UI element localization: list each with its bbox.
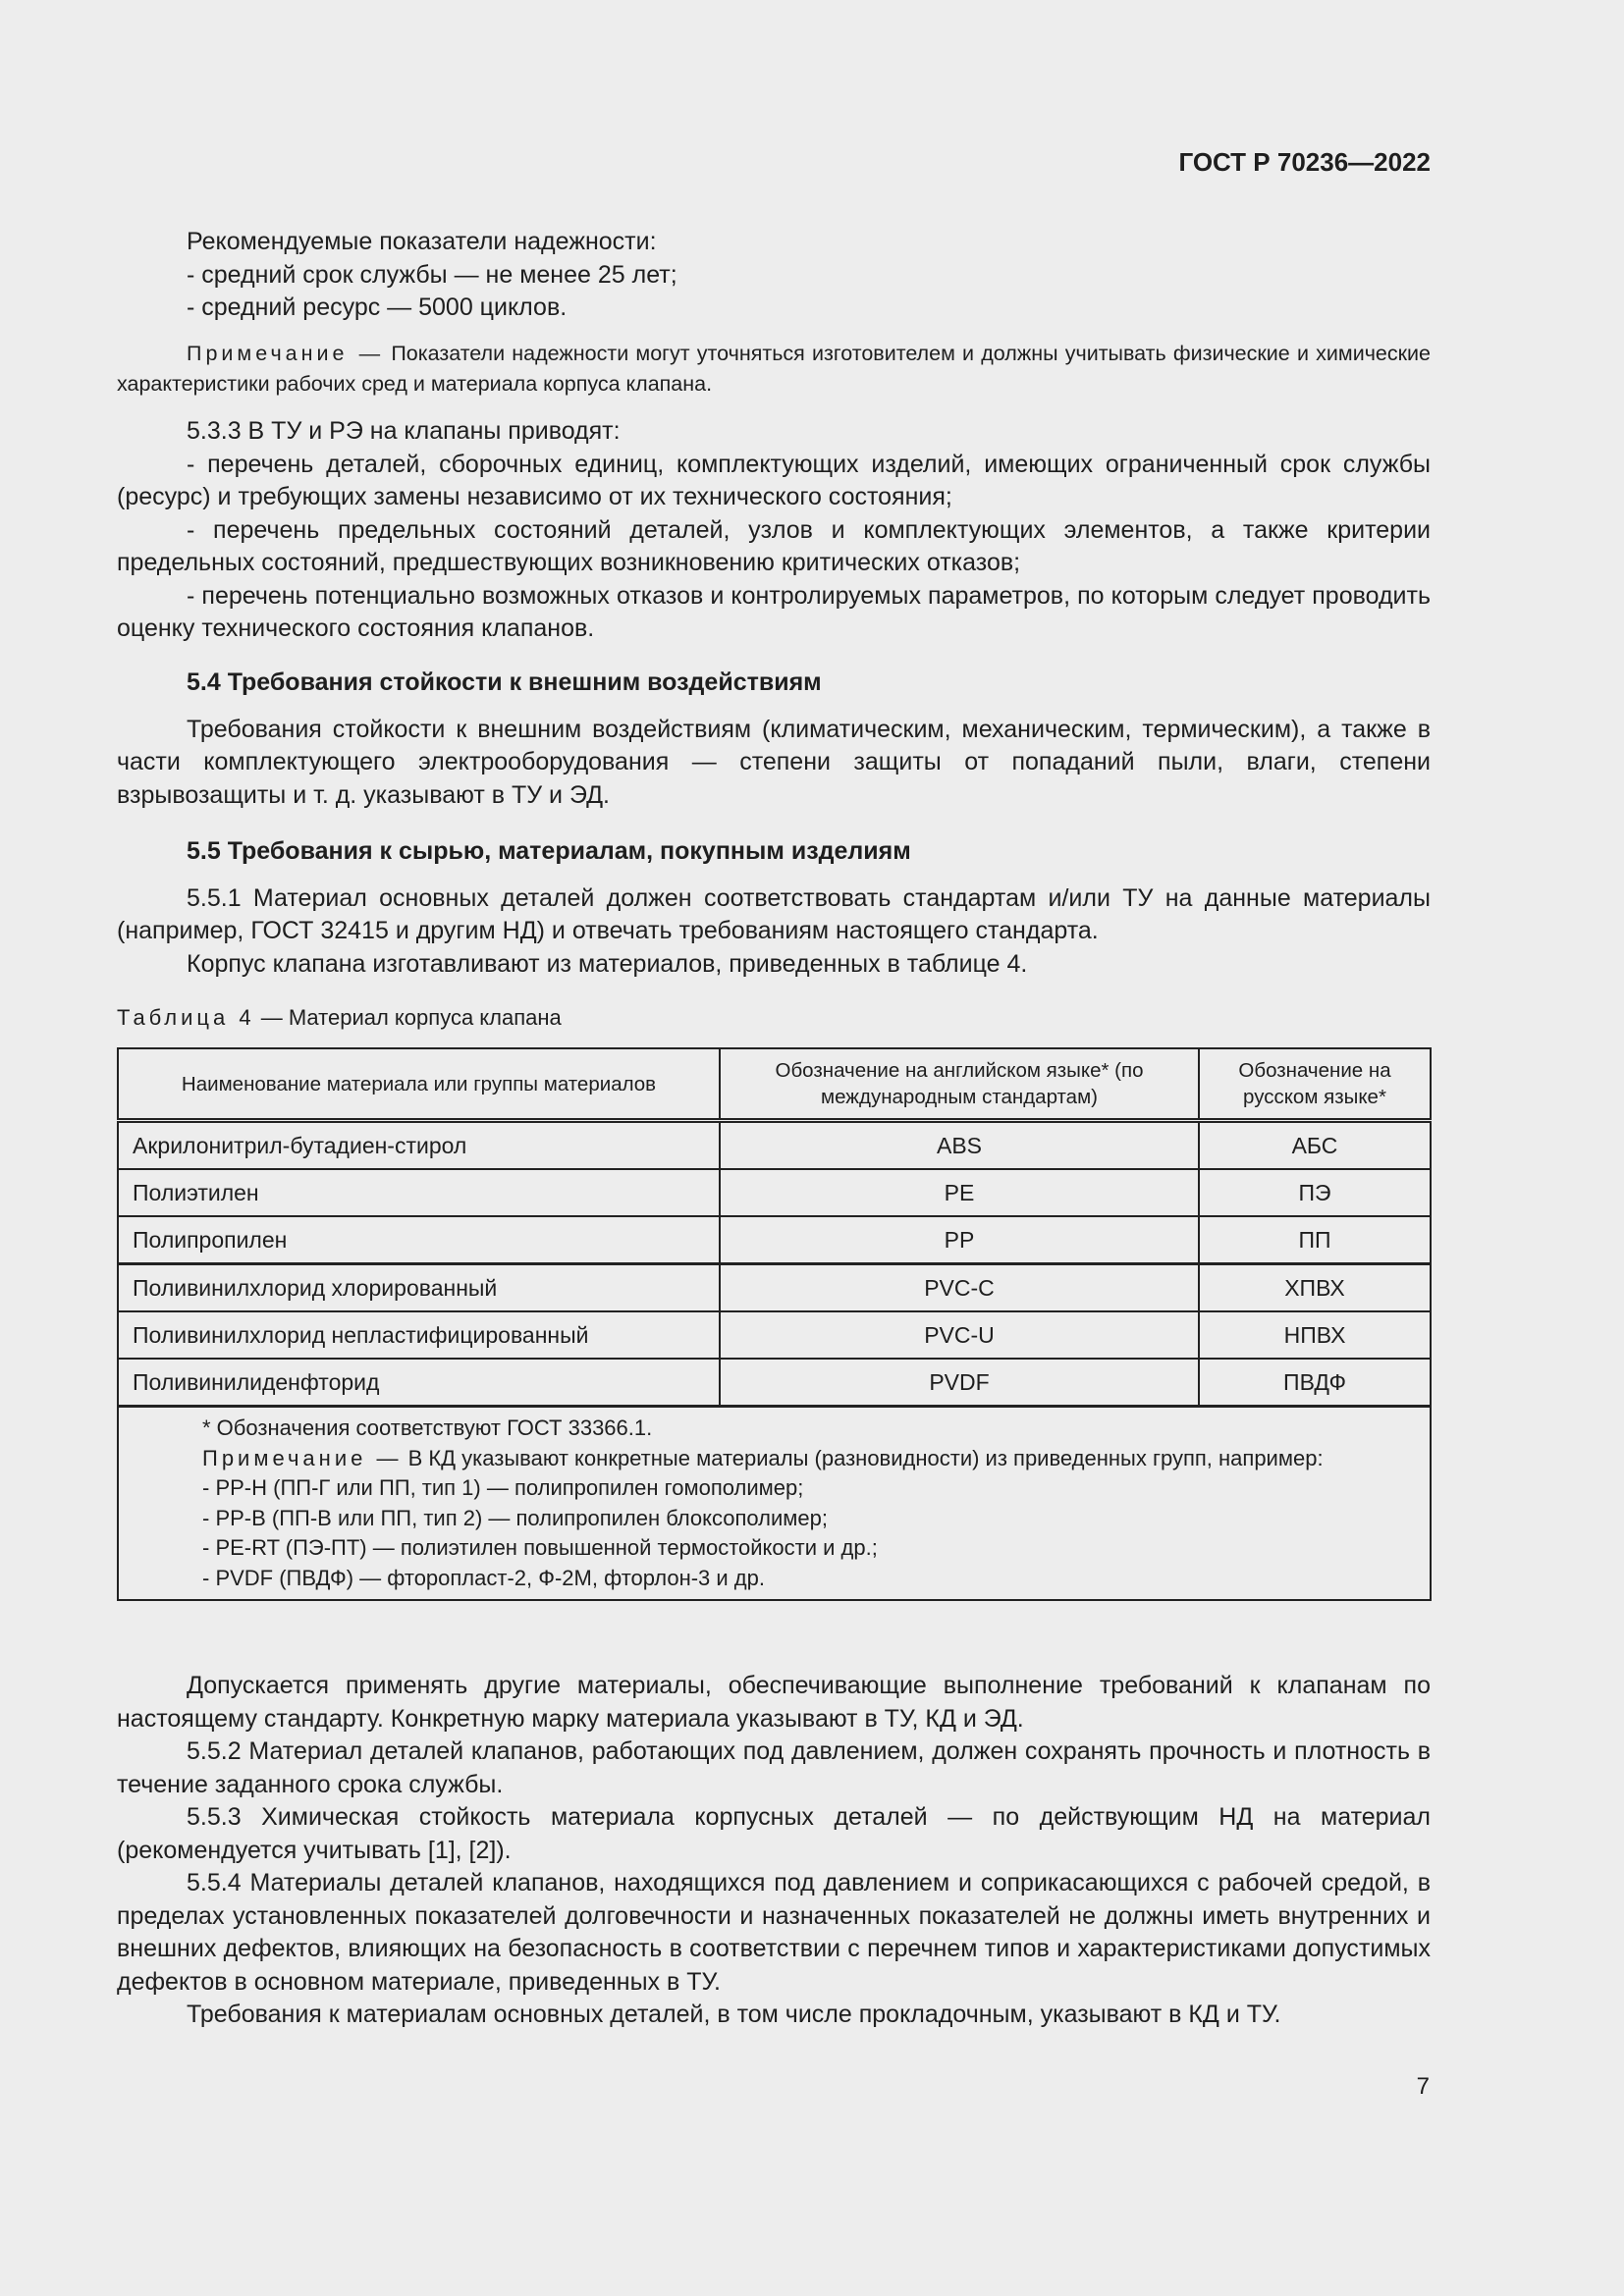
- note-item: - PP-H (ПП-Г или ПП, тип 1) — полипропилен гомополимер;: [202, 1475, 804, 1500]
- paragraph: Корпус клапана изготавливают из материалов, приведенных в таблице 4.: [187, 949, 1028, 978]
- russian-code: НПВХ: [1199, 1311, 1431, 1359]
- material-name: Полипропилен: [118, 1216, 720, 1264]
- english-code: PE: [720, 1169, 1199, 1216]
- russian-code: ХПВХ: [1199, 1264, 1431, 1312]
- table-header-row: [118, 1048, 1431, 1121]
- caption-text: — Материал корпуса клапана: [254, 1005, 562, 1030]
- section-5-5: [117, 835, 1431, 981]
- reliability-intro: Рекомендуемые показатели надежности:: [187, 228, 657, 255]
- material-name: Поливинилхлорид хлорированный: [118, 1264, 720, 1312]
- paragraph: Требования стойкости к внешним воздействиям (климатическим, механическим, термическим), а также в части комплектующего электрооборудования — степени защиты от попаданий пыли, влаги, степени взрывозащиты и т. д. указывают в ТУ и ЭД.: [117, 715, 1431, 809]
- list-item: - средний срок службы — не менее 25 лет;: [187, 260, 677, 289]
- footnote: * Обозначения соответствуют ГОСТ 33366.1.: [202, 1415, 653, 1440]
- document-id: ГОСТ Р 70236—2022: [1178, 147, 1431, 177]
- table-row: [118, 1311, 1431, 1359]
- list-item: - перечень потенциально возможных отказов и контролируемых параметров, по которым следует проводить оценку технического состояния клапанов.: [117, 581, 1431, 642]
- column-header: Наименование материала или группы материалов: [118, 1048, 720, 1121]
- note-text: Показатели надежности могут уточняться изготовителем и должны учитывать физические и химические характеристики рабочих сред и материала корпуса клапана.: [117, 341, 1432, 396]
- note-label: Примечание —: [187, 341, 385, 365]
- paragraph: 5.5.2 Материал деталей клапанов, работающих под давлением, должен сохранять прочность и плотность в течение заданного срока службы.: [117, 1737, 1431, 1798]
- note-item: - PP-B (ПП-В или ПП, тип 2) — полипропилен блоксополимер;: [202, 1505, 829, 1530]
- section-5-5-continued: [117, 1670, 1431, 2032]
- english-code: PVC-C: [720, 1264, 1199, 1312]
- table-row: [118, 1121, 1431, 1170]
- note-text: В КД указывают конкретные материалы (разновидности) из приведенных групп, например:: [402, 1445, 1324, 1470]
- section-heading: 5.5 Требования к сырью, материалам, покупным изделиям: [187, 837, 911, 865]
- table-row: [118, 1264, 1431, 1312]
- section-5-3-3: [117, 415, 1431, 646]
- table-row: [118, 1216, 1431, 1264]
- paragraph: 5.5.1 Материал основных деталей должен соответствовать стандартам и/или ТУ на данные материалы (например, ГОСТ 32415 и другим НД) и отвечать требованиям настоящего стандарта.: [117, 883, 1431, 944]
- reliability-section: [117, 226, 1431, 400]
- russian-code: ПВДФ: [1199, 1359, 1431, 1407]
- russian-code: АБС: [1199, 1121, 1431, 1170]
- column-header: Обозначение на английском языке* (по международным стандартам): [720, 1048, 1199, 1121]
- material-name: Поливинилхлорид непластифицированный: [118, 1311, 720, 1359]
- list-item: - перечень деталей, сборочных единиц, комплектующих изделий, имеющих ограниченный срок службы (ресурс) и требующих замены независимо от их технического состояния;: [117, 450, 1431, 510]
- paragraph: Допускается применять другие материалы, обеспечивающие выполнение требований к клапанам по настоящему стандарту. Конкретную марку материала указывают в ТУ, КД и ЭД.: [117, 1672, 1431, 1733]
- table-row: [118, 1169, 1431, 1216]
- note-label: Примечание —: [202, 1445, 403, 1470]
- material-name: Акрилонитрил-бутадиен-стирол: [118, 1121, 720, 1170]
- paragraph: 5.5.4 Материалы деталей клапанов, находящихся под давлением и соприкасающихся с рабочей средой, в пределах установленных показателей долговечности и назначенных показателей не должны иметь внутренних и внешних дефектов, влияющих на безопасность в соответствии с перечнем типов и характеристиками допустимых дефектов в основном материале, приведенных в ТУ.: [117, 1869, 1431, 1996]
- caption-label: Таблица 4: [117, 1005, 255, 1030]
- note-item: - PE-RT (ПЭ-ПТ) — полиэтилен повышенной термостойкости и др.;: [202, 1535, 878, 1560]
- list-item: - средний ресурс — 5000 циклов.: [187, 294, 568, 321]
- russian-code: ПП: [1199, 1216, 1431, 1264]
- list-item: - перечень предельных состояний деталей, узлов и комплектующих элементов, а также критерии предельных состояний, предшествующих возникновению критических отказов;: [117, 515, 1431, 576]
- russian-code: ПЭ: [1199, 1169, 1431, 1216]
- english-code: PVDF: [720, 1359, 1199, 1407]
- table-row: [118, 1359, 1431, 1407]
- materials-table: [117, 1047, 1432, 1601]
- page-number: 7: [1416, 2073, 1430, 2100]
- table-footnote: [118, 1407, 1431, 1601]
- english-code: PVC-U: [720, 1311, 1199, 1359]
- reliability-note: [117, 339, 1431, 400]
- section-heading: 5.4 Требования стойкости к внешним воздействиям: [187, 668, 822, 696]
- column-header: Обозначение на русском языке*: [1199, 1048, 1431, 1121]
- english-code: ABS: [720, 1121, 1199, 1170]
- section-5-4: [117, 667, 1431, 812]
- table-caption: [117, 1005, 562, 1031]
- paragraph: Требования к материалам основных деталей, в том числе прокладочным, указывают в КД и ТУ.: [187, 2001, 1281, 2028]
- table-note: [133, 1444, 1416, 1474]
- material-name: Поливинилиденфторид: [118, 1359, 720, 1407]
- paragraph: 5.5.3 Химическая стойкость материала корпусных деталей — по действующим НД на материал (рекомендуется учитывать [1], [2]).: [117, 1803, 1431, 1864]
- table-footnote-row: [118, 1407, 1431, 1601]
- english-code: PP: [720, 1216, 1199, 1264]
- section-intro: 5.3.3 В ТУ и РЭ на клапаны приводят:: [187, 417, 621, 445]
- note-item: - PVDF (ПВДФ) — фторопласт-2, Ф-2М, фторлон-3 и др.: [202, 1565, 765, 1590]
- material-name: Полиэтилен: [118, 1169, 720, 1216]
